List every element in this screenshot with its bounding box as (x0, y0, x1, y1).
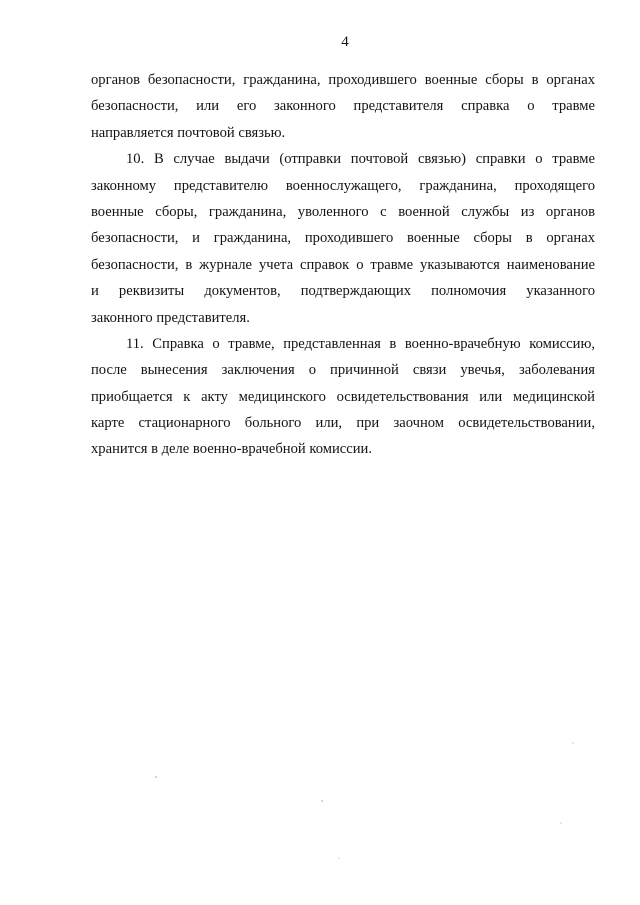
text-line: направляется почтовой связью. (91, 124, 286, 141)
scan-speck (572, 742, 573, 743)
text-line: после вынесения заключения о причинной связи увечья, заболевания (91, 362, 595, 379)
scan-speck (338, 857, 339, 858)
text-line: военные сборы, гражданина, уволенного с военной службы из органов (91, 203, 595, 220)
text-line: 10. В случае выдачи (отправки почтовой связью) справки о травме (126, 151, 595, 168)
text-line: карте стационарного больного или, при заочном освидетельствовании, (91, 415, 595, 432)
text-line: безопасности, или его законного представителя справка о травме (91, 98, 595, 115)
text-line: 11. Справка о травме, представленная в военно-врачебную комиссию, (126, 335, 595, 352)
text-line: органов безопасности, гражданина, проходившего военные сборы в органах (91, 72, 595, 88)
text-line: приобщается к акту медицинского освидетельствования или медицинской (91, 388, 595, 405)
document-body (91, 67, 595, 463)
text-line: безопасности, и гражданина, проходившего военные сборы в органах (91, 230, 595, 247)
paragraph-10 (91, 146, 595, 331)
page-number: 4 (341, 34, 349, 50)
text-line: законному представителю военнослужащего, гражданина, проходящего (91, 177, 595, 194)
text-line: безопасности, в журнале учета справок о травме указываются наименование (91, 256, 595, 273)
text-line: хранится в деле военно-врачебной комиссии. (91, 441, 372, 458)
paragraph-1 (91, 67, 595, 146)
scan-speck (321, 800, 323, 802)
paragraph-11 (91, 331, 595, 463)
scan-speck (155, 776, 157, 778)
scan-speck (560, 822, 561, 823)
text-line: законного представителя. (91, 309, 250, 326)
text-line: и реквизиты документов, подтверждающих полномочия указанного (91, 283, 595, 300)
